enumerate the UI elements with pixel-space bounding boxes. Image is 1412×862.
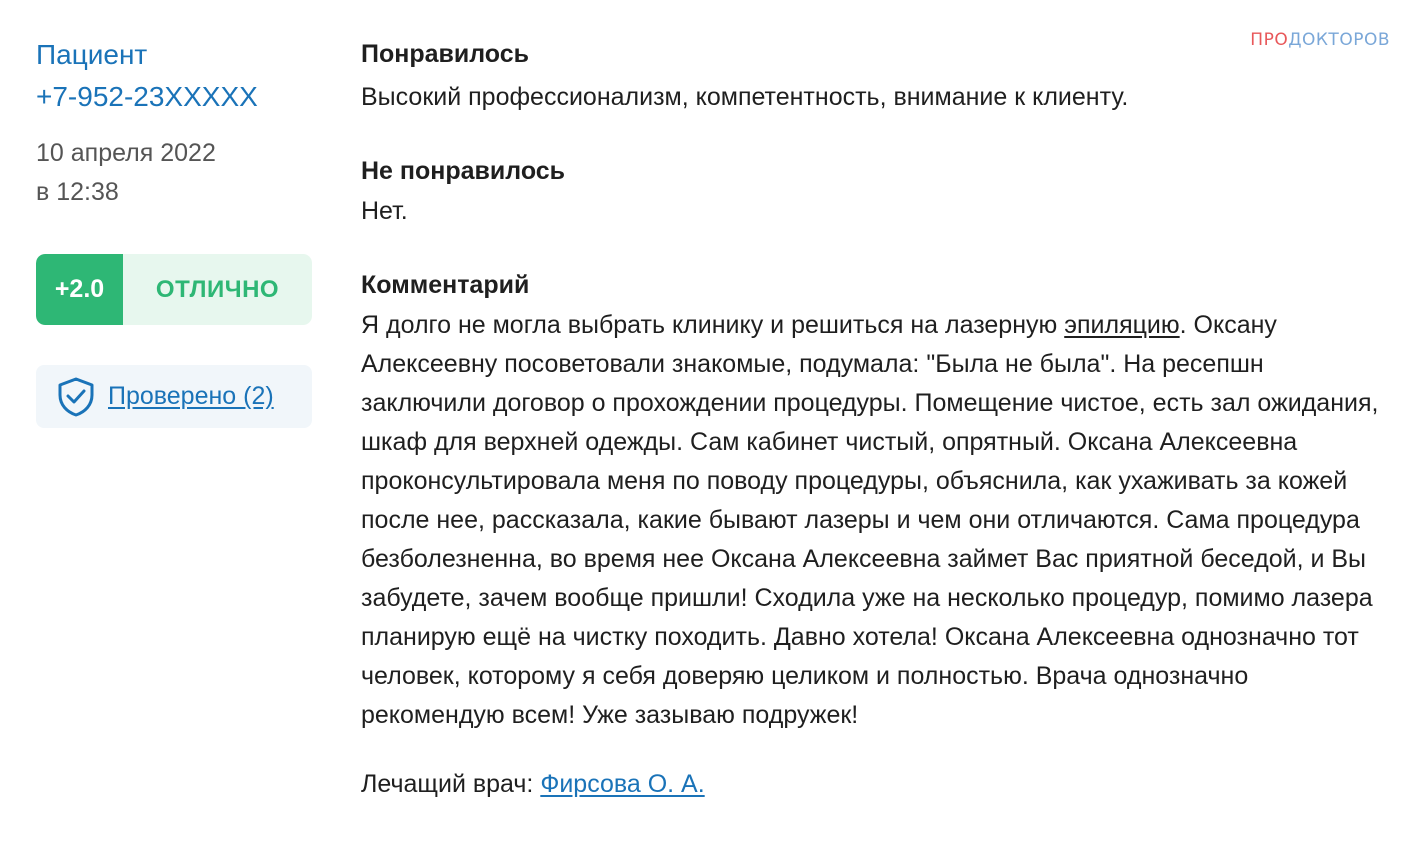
logo-part-pro: ПРО xyxy=(1250,30,1289,50)
disliked-section xyxy=(361,154,1391,231)
shield-check-icon xyxy=(56,376,96,418)
comment-title: Комментарий xyxy=(361,271,530,299)
review-date-time: в 12:38 xyxy=(36,178,119,206)
review-date xyxy=(36,134,312,212)
doctor-label: Лечащий врач: xyxy=(361,770,541,798)
author-link[interactable] xyxy=(36,34,312,118)
rating-score: +2.0 xyxy=(36,254,123,325)
treating-doctor xyxy=(361,765,1391,804)
comment-text-part2: . Оксану Алексеевну посоветовали знакомые, подумала: "Была не была". На ресепшн заключили договор о прохождении процедуры. Помещение чистое, есть зал ожидания, шкаф для верхней одежды. Сам кабинет чистый, опрятный. Оксана Алексеевна проконсультировала меня по поводу процедуры, объяснила, как ухаживать за кожей после нее, рассказала, какие бывают лазеры и чем они отличаются. Сама процедура безболезненна, во время нее Оксана Алексеевна займет Вас приятной беседой, и Вы забудете, зачем вообще пришли! Сходила уже на несколько процедур, помимо лазера планирую ещё на чистку походить. Давно хотела! Оксана Алексеевна однозначно тот человек, которому я себя доверяю целиком и полностью. Врача однозначно рекомендую всем! Уже зазываю подружек! xyxy=(361,311,1379,729)
review-meta xyxy=(36,34,312,428)
disliked-title: Не понравилось xyxy=(361,157,566,185)
comment-section xyxy=(361,268,1391,735)
author-name[interactable]: Пациент xyxy=(36,39,148,70)
liked-section xyxy=(361,37,1391,117)
review-date-day: 10 апреля 2022 xyxy=(36,139,216,167)
comment-service-link[interactable]: эпиляцию xyxy=(1064,311,1180,339)
rating-badge xyxy=(36,254,312,325)
disliked-text: Нет. xyxy=(361,197,408,225)
review-content xyxy=(361,37,1391,804)
logo-part-doktorov: ДОКТОРОВ xyxy=(1288,30,1390,50)
comment-text-part1: Я долго не могла выбрать клинику и решиться на лазерную xyxy=(361,311,1065,339)
verified-badge xyxy=(36,365,312,428)
verified-link[interactable]: Проверено (2) xyxy=(108,382,274,410)
liked-text: Высокий профессионализм, компетентность, внимание к клиенту. xyxy=(361,83,1129,111)
author-phone[interactable]: +7-952-23XXXXX xyxy=(36,81,258,112)
doctor-link[interactable]: Фирсова О. А. xyxy=(540,770,705,798)
liked-title: Понравилось xyxy=(361,40,530,68)
comment-text xyxy=(361,306,1391,735)
rating-label: ОТЛИЧНО xyxy=(155,275,280,303)
